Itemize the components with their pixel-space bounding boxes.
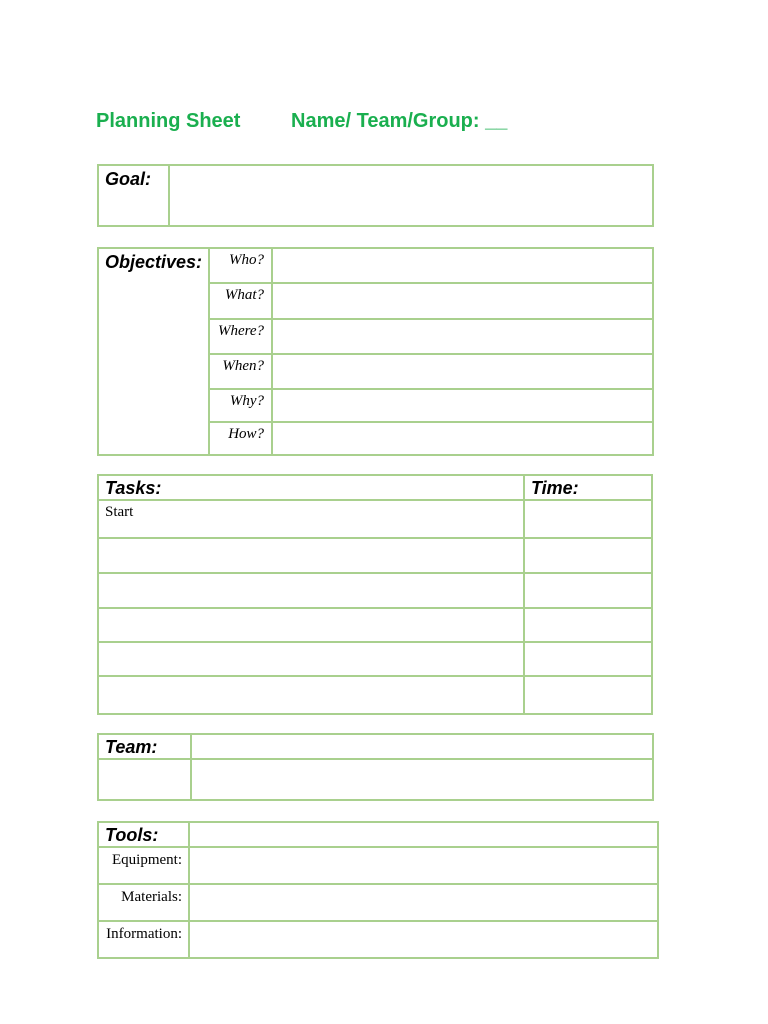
goal-field[interactable] — [169, 165, 653, 226]
tools-field[interactable] — [189, 822, 658, 847]
objective-question-how: How? — [209, 422, 272, 455]
task-time-field[interactable] — [524, 573, 652, 608]
team-member-field[interactable] — [98, 759, 191, 800]
task-row-field[interactable] — [98, 538, 524, 573]
objective-question-what: What? — [209, 283, 272, 319]
equipment-field[interactable] — [189, 847, 658, 884]
task-time-field[interactable] — [524, 500, 652, 538]
objective-question-who: Who? — [209, 248, 272, 283]
information-field[interactable] — [189, 921, 658, 958]
time-label: Time: — [524, 475, 652, 500]
objective-answer-who[interactable] — [272, 248, 653, 283]
materials-field[interactable] — [189, 884, 658, 921]
team-field[interactable] — [191, 734, 653, 759]
objective-question-when: When? — [209, 354, 272, 389]
tasks-table — [97, 474, 653, 715]
team-table — [97, 733, 654, 801]
information-label: Information: — [98, 921, 189, 958]
task-row-field[interactable] — [98, 676, 524, 714]
equipment-label: Equipment: — [98, 847, 189, 884]
tasks-label: Tasks: — [98, 475, 524, 500]
objective-answer-when[interactable] — [272, 354, 653, 389]
objective-answer-what[interactable] — [272, 283, 653, 319]
materials-label: Materials: — [98, 884, 189, 921]
tools-table — [97, 821, 659, 959]
task-time-field[interactable] — [524, 608, 652, 642]
tools-label: Tools: — [98, 822, 189, 847]
objective-question-why: Why? — [209, 389, 272, 422]
task-time-field[interactable] — [524, 538, 652, 573]
objectives-label: Objectives: — [98, 248, 209, 455]
objective-answer-where[interactable] — [272, 319, 653, 354]
goal-label: Goal: — [98, 165, 169, 226]
task-row-field[interactable] — [98, 608, 524, 642]
objective-question-where: Where? — [209, 319, 272, 354]
page-title: Planning Sheet — [96, 110, 241, 132]
task-row-field[interactable]: Start — [98, 500, 524, 538]
task-time-field[interactable] — [524, 676, 652, 714]
task-row-field[interactable] — [98, 642, 524, 676]
task-row-field[interactable] — [98, 573, 524, 608]
goal-table — [97, 164, 654, 227]
team-detail-field[interactable] — [191, 759, 653, 800]
task-time-field[interactable] — [524, 642, 652, 676]
team-label: Team: — [98, 734, 191, 759]
objective-answer-how[interactable] — [272, 422, 653, 455]
objective-answer-why[interactable] — [272, 389, 653, 422]
objectives-table — [97, 247, 654, 456]
name-team-group-label: Name/ Team/Group: __ — [291, 110, 508, 132]
